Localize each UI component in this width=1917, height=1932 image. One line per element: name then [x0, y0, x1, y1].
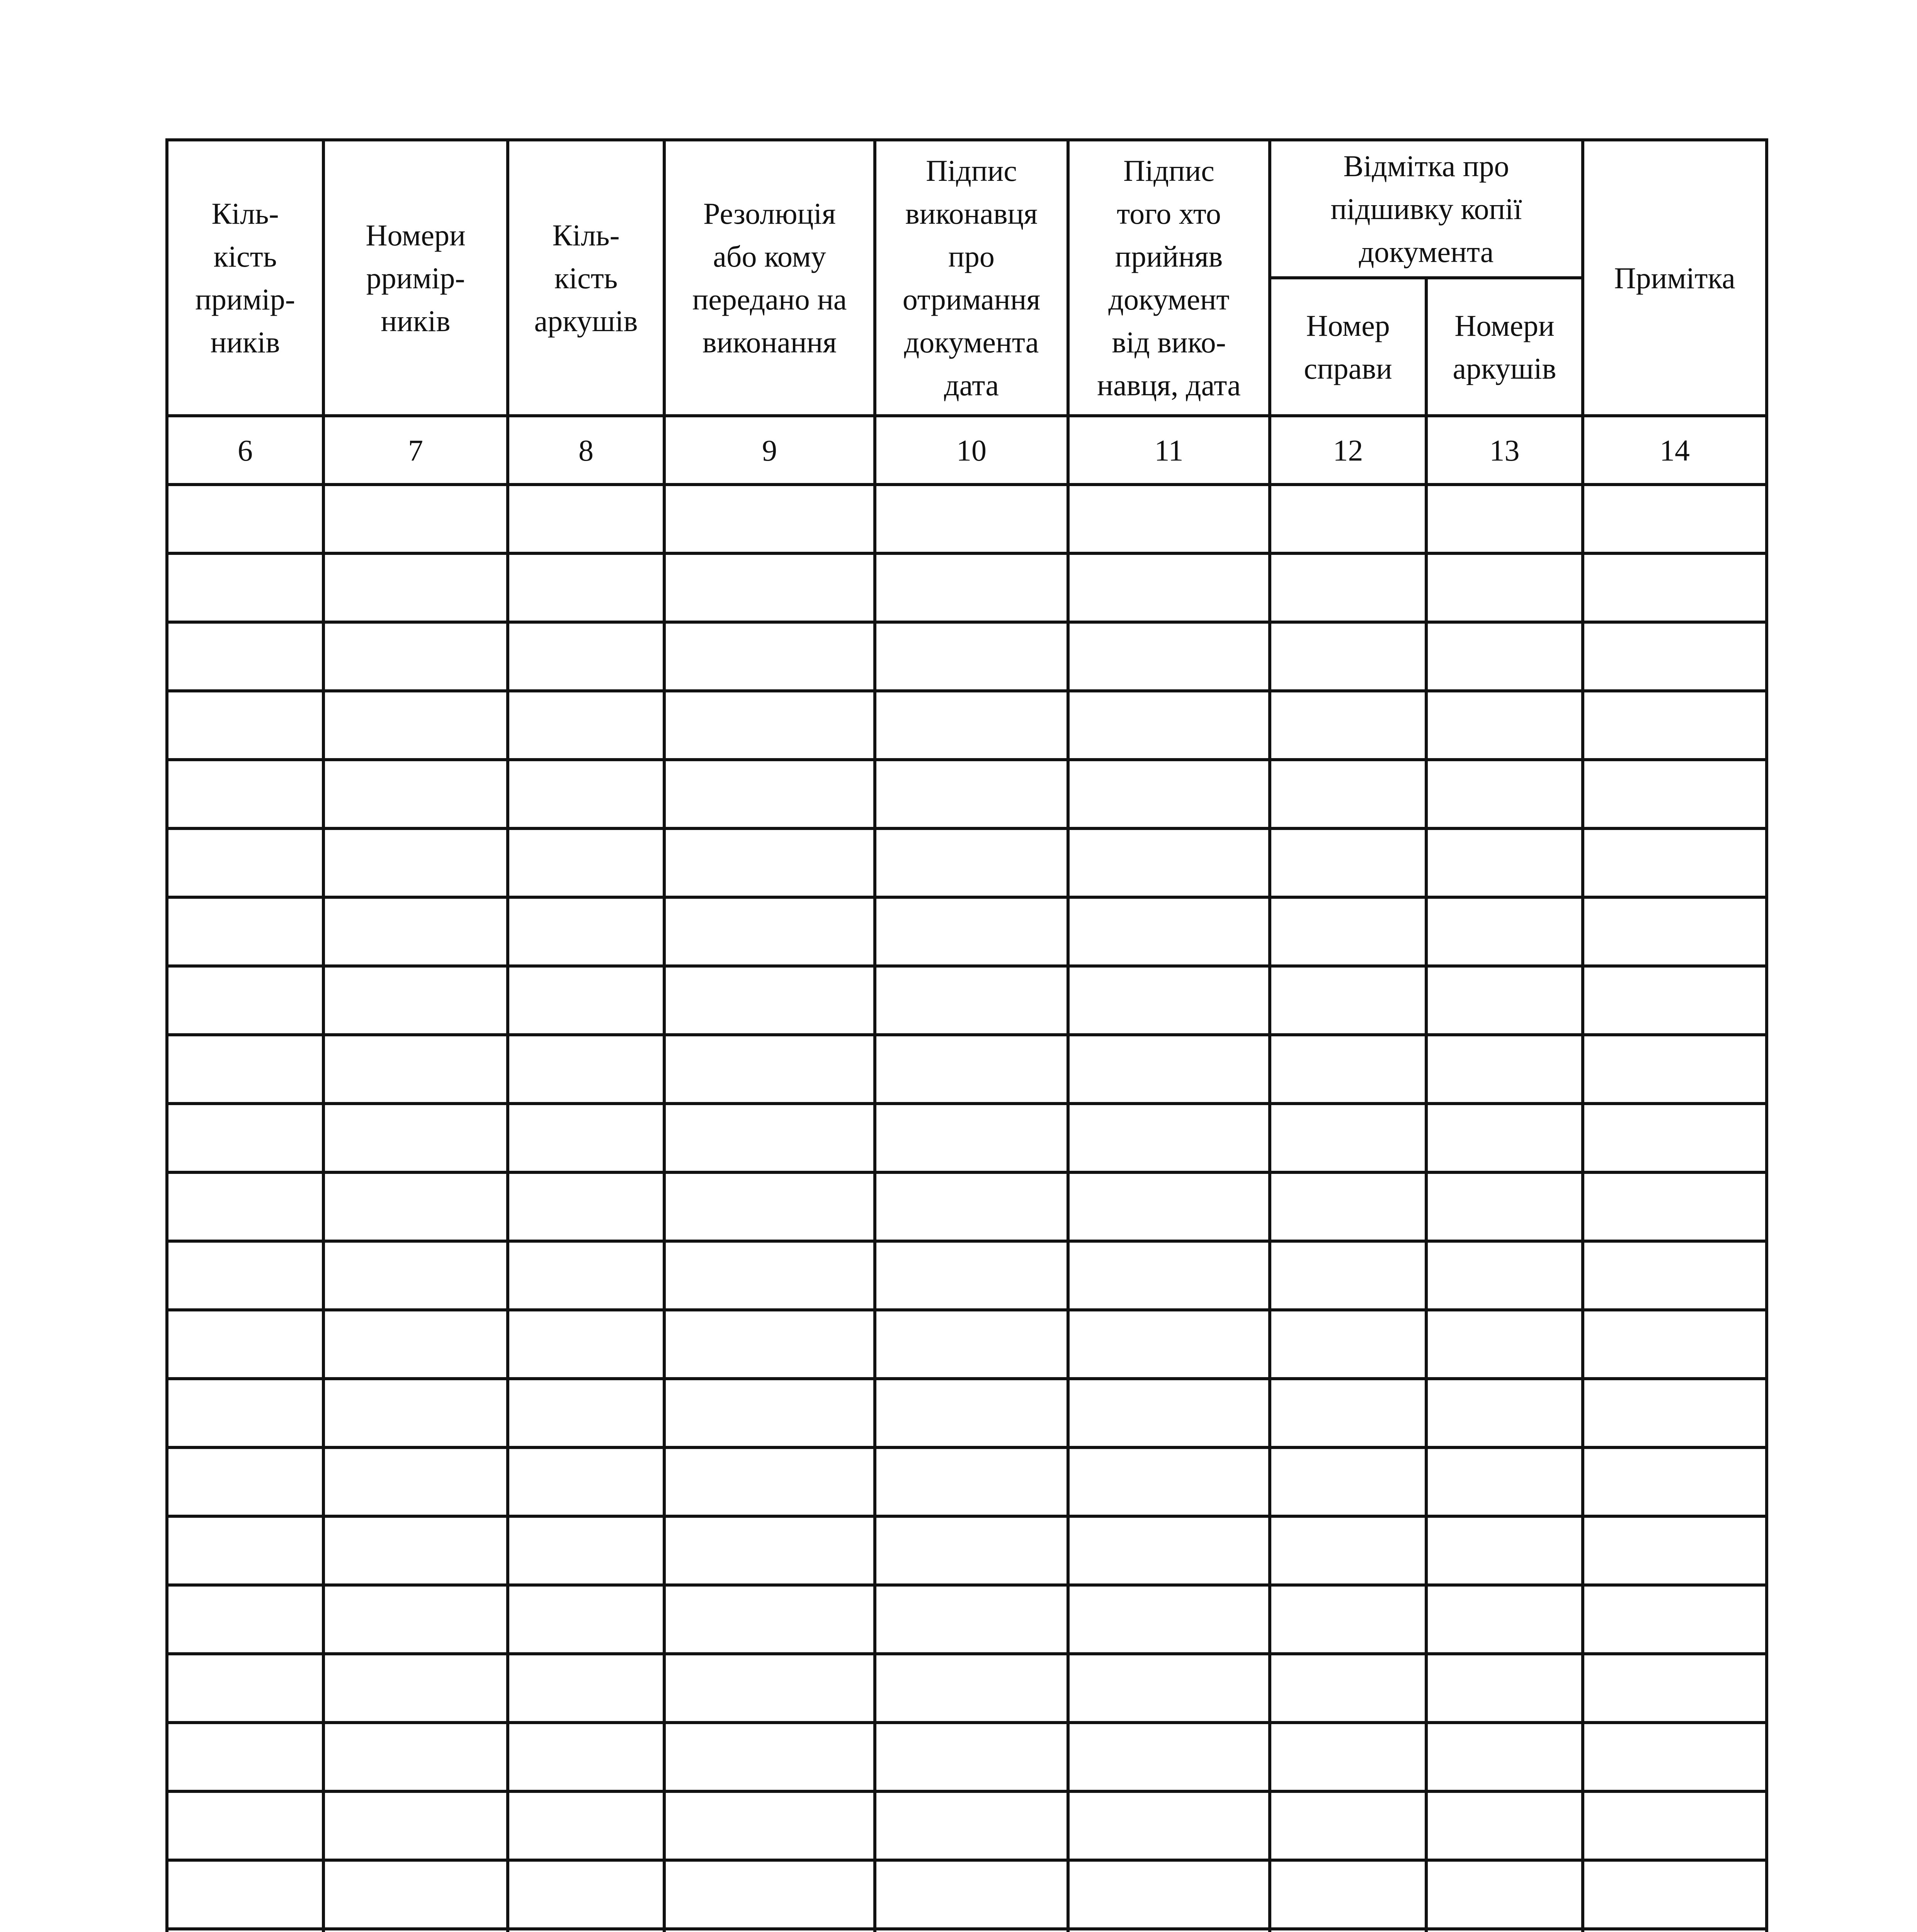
table-cell[interactable]	[664, 966, 875, 1035]
table-cell[interactable]	[664, 1929, 875, 1932]
table-cell[interactable]	[323, 1585, 508, 1654]
table-cell[interactable]	[1068, 1929, 1270, 1932]
table-cell[interactable]	[1068, 622, 1270, 691]
table-cell[interactable]	[1068, 1447, 1270, 1516]
table-cell[interactable]	[1583, 1929, 1767, 1932]
table-cell[interactable]	[167, 966, 323, 1035]
table-cell[interactable]	[1270, 1516, 1426, 1585]
table-cell[interactable]	[167, 691, 323, 760]
table-cell[interactable]	[167, 1585, 323, 1654]
table-cell[interactable]	[1426, 1241, 1583, 1310]
table-cell[interactable]	[1583, 1585, 1767, 1654]
table-cell[interactable]	[664, 622, 875, 691]
table-cell[interactable]	[1270, 1172, 1426, 1241]
table-cell[interactable]	[664, 1723, 875, 1791]
table-cell[interactable]	[1068, 1310, 1270, 1379]
table-cell[interactable]	[1583, 1241, 1767, 1310]
table-cell[interactable]	[323, 1860, 508, 1929]
table-cell[interactable]	[323, 485, 508, 553]
table-cell[interactable]	[1426, 1035, 1583, 1104]
table-cell[interactable]	[875, 760, 1068, 828]
table-cell[interactable]	[1068, 966, 1270, 1035]
table-cell[interactable]	[1270, 553, 1426, 622]
table-cell[interactable]	[1068, 1860, 1270, 1929]
table-cell[interactable]	[508, 1241, 664, 1310]
table-cell[interactable]	[508, 1447, 664, 1516]
table-cell[interactable]	[664, 553, 875, 622]
table-cell[interactable]	[323, 1241, 508, 1310]
table-cell[interactable]	[875, 485, 1068, 553]
column-number: 9	[664, 416, 875, 485]
table-cell[interactable]	[167, 897, 323, 966]
table-cell[interactable]	[1426, 966, 1583, 1035]
table-cell[interactable]	[167, 1172, 323, 1241]
table-cell[interactable]	[508, 828, 664, 897]
table-cell[interactable]	[1270, 1104, 1426, 1172]
column-number: 10	[875, 416, 1068, 485]
table-row	[167, 1860, 1767, 1929]
table-row	[167, 1310, 1767, 1379]
table-cell[interactable]	[1583, 897, 1767, 966]
table-cell[interactable]	[1270, 1791, 1426, 1860]
table-cell[interactable]	[664, 1654, 875, 1723]
table-row	[167, 897, 1767, 966]
table-cell[interactable]	[1068, 1104, 1270, 1172]
table-row	[167, 1104, 1767, 1172]
header-row-top	[167, 140, 1767, 278]
table-cell[interactable]	[323, 1516, 508, 1585]
table-cell[interactable]	[1270, 1379, 1426, 1447]
table-cell[interactable]	[323, 1379, 508, 1447]
table-cell[interactable]	[167, 1104, 323, 1172]
table-cell[interactable]	[1426, 691, 1583, 760]
table-cell[interactable]	[664, 1104, 875, 1172]
table-cell[interactable]	[1270, 897, 1426, 966]
table-cell[interactable]	[664, 485, 875, 553]
column-number-row	[167, 416, 1767, 485]
header-copy-numbers: Номери pримір- ників	[323, 140, 508, 416]
table-cell[interactable]	[323, 1447, 508, 1516]
table-cell[interactable]	[1583, 760, 1767, 828]
table-cell[interactable]	[508, 966, 664, 1035]
table-cell[interactable]	[664, 1379, 875, 1447]
table-cell[interactable]	[508, 485, 664, 553]
table-row	[167, 1447, 1767, 1516]
table-cell[interactable]	[664, 1516, 875, 1585]
header-resolution: Резолюція або кому передано на виконання	[664, 140, 875, 416]
table-row	[167, 1379, 1767, 1447]
table-cell[interactable]	[1583, 1723, 1767, 1791]
table-row	[167, 1172, 1767, 1241]
table-cell[interactable]	[1583, 1654, 1767, 1723]
table-cell[interactable]	[1068, 1585, 1270, 1654]
table-cell[interactable]	[1068, 1172, 1270, 1241]
table-cell[interactable]	[875, 691, 1068, 760]
table-cell[interactable]	[1426, 1860, 1583, 1929]
table-cell[interactable]	[1426, 485, 1583, 553]
table-cell[interactable]	[323, 1791, 508, 1860]
table-cell[interactable]	[1583, 1172, 1767, 1241]
table-cell[interactable]	[323, 1654, 508, 1723]
table-cell[interactable]	[1426, 1310, 1583, 1379]
header-case-number: Номер справи	[1270, 278, 1426, 416]
table-cell[interactable]	[664, 1585, 875, 1654]
table-row	[167, 1929, 1767, 1932]
table-cell[interactable]	[1426, 1585, 1583, 1654]
table-cell[interactable]	[167, 1241, 323, 1310]
table-cell[interactable]	[1270, 760, 1426, 828]
table-cell[interactable]	[664, 1310, 875, 1379]
table-cell[interactable]	[664, 1860, 875, 1929]
table-cell[interactable]	[167, 1310, 323, 1379]
table-cell[interactable]	[1426, 1172, 1583, 1241]
table-cell[interactable]	[875, 966, 1068, 1035]
table-cell[interactable]	[1583, 1104, 1767, 1172]
table-cell[interactable]	[1583, 691, 1767, 760]
table-cell[interactable]	[875, 1860, 1068, 1929]
table-row	[167, 1241, 1767, 1310]
table-cell[interactable]	[1270, 622, 1426, 691]
table-cell[interactable]	[508, 1654, 664, 1723]
table-cell[interactable]	[1426, 622, 1583, 691]
table-cell[interactable]	[1426, 1791, 1583, 1860]
table-row	[167, 1585, 1767, 1654]
table-cell[interactable]	[1426, 1654, 1583, 1723]
table-row	[167, 760, 1767, 828]
table-cell[interactable]	[323, 966, 508, 1035]
table-cell[interactable]	[508, 897, 664, 966]
table-row	[167, 1791, 1767, 1860]
column-number: 6	[167, 416, 323, 485]
table-cell[interactable]	[1068, 828, 1270, 897]
table-cell[interactable]	[875, 1447, 1068, 1516]
table-cell[interactable]	[1270, 1035, 1426, 1104]
table-cell[interactable]	[1068, 1791, 1270, 1860]
table-cell[interactable]	[875, 1035, 1068, 1104]
table-cell[interactable]	[1583, 1791, 1767, 1860]
table-row	[167, 1516, 1767, 1585]
table-cell[interactable]	[508, 1035, 664, 1104]
table-cell[interactable]	[167, 622, 323, 691]
table-cell[interactable]	[167, 1035, 323, 1104]
table-cell[interactable]	[1270, 828, 1426, 897]
table-cell[interactable]	[1068, 485, 1270, 553]
header-executor-signature: Підпис виконавця про отримання документа дата	[875, 140, 1068, 416]
table-cell[interactable]	[508, 1172, 664, 1241]
table-cell[interactable]	[1426, 1723, 1583, 1791]
header-sheets-count: Кіль- кість аркушів	[508, 140, 664, 416]
table-cell[interactable]	[875, 1929, 1068, 1932]
column-number: 12	[1270, 416, 1426, 485]
table-cell[interactable]	[664, 760, 875, 828]
table-cell[interactable]	[875, 1585, 1068, 1654]
table-cell[interactable]	[1583, 828, 1767, 897]
table-cell[interactable]	[167, 1654, 323, 1723]
table-cell[interactable]	[664, 1791, 875, 1860]
document-register-table	[165, 138, 1768, 1932]
table-cell[interactable]	[167, 1860, 323, 1929]
table-cell[interactable]	[508, 1929, 664, 1932]
table-cell[interactable]	[1068, 553, 1270, 622]
table-cell[interactable]	[664, 828, 875, 897]
table-cell[interactable]	[1583, 553, 1767, 622]
table-cell[interactable]	[875, 1104, 1068, 1172]
table-cell[interactable]	[167, 1447, 323, 1516]
header-filing-mark-group: Відмітка про підшивку копії документа	[1270, 140, 1583, 278]
table-cell[interactable]	[875, 1379, 1068, 1447]
table-cell[interactable]	[323, 1723, 508, 1791]
table-cell[interactable]	[1583, 1860, 1767, 1929]
table-row	[167, 553, 1767, 622]
table-cell[interactable]	[1426, 1516, 1583, 1585]
table-row	[167, 828, 1767, 897]
table-cell[interactable]	[323, 1310, 508, 1379]
table-cell[interactable]	[664, 1035, 875, 1104]
header-note: Примітка	[1583, 140, 1767, 416]
table-row	[167, 1723, 1767, 1791]
table-cell[interactable]	[508, 1585, 664, 1654]
column-number: 8	[508, 416, 664, 485]
table-cell[interactable]	[1270, 1585, 1426, 1654]
table-cell[interactable]	[508, 1516, 664, 1585]
table-cell[interactable]	[508, 760, 664, 828]
table-cell[interactable]	[664, 1172, 875, 1241]
table-cell[interactable]	[1583, 1310, 1767, 1379]
table-cell[interactable]	[1270, 1447, 1426, 1516]
table-cell[interactable]	[1426, 1379, 1583, 1447]
header-sheet-numbers: Номери аркушів	[1426, 278, 1583, 416]
table-cell[interactable]	[1270, 966, 1426, 1035]
table-row	[167, 1654, 1767, 1723]
table-cell[interactable]	[1426, 760, 1583, 828]
table-row	[167, 485, 1767, 553]
table-cell[interactable]	[875, 1310, 1068, 1379]
table-cell[interactable]	[664, 897, 875, 966]
table-cell[interactable]	[1426, 1929, 1583, 1932]
table-cell[interactable]	[508, 1104, 664, 1172]
table-cell[interactable]	[508, 1310, 664, 1379]
column-number: 11	[1068, 416, 1270, 485]
table-cell[interactable]	[1068, 1241, 1270, 1310]
table-cell[interactable]	[1068, 1516, 1270, 1585]
table-row	[167, 622, 1767, 691]
table-cell[interactable]	[323, 1172, 508, 1241]
table-cell[interactable]	[875, 1172, 1068, 1241]
table-cell[interactable]	[875, 1654, 1068, 1723]
table-cell[interactable]	[1583, 1447, 1767, 1516]
table-cell[interactable]	[1068, 760, 1270, 828]
table-cell[interactable]	[167, 828, 323, 897]
table-cell[interactable]	[1068, 1723, 1270, 1791]
table-cell[interactable]	[1583, 1379, 1767, 1447]
table-cell[interactable]	[1270, 1241, 1426, 1310]
table-cell[interactable]	[323, 1035, 508, 1104]
table-cell[interactable]	[875, 897, 1068, 966]
table-cell[interactable]	[1426, 828, 1583, 897]
table-cell[interactable]	[1270, 485, 1426, 553]
table-cell[interactable]	[664, 1447, 875, 1516]
table-cell[interactable]	[167, 1723, 323, 1791]
table-cell[interactable]	[323, 691, 508, 760]
table-cell[interactable]	[508, 1723, 664, 1791]
header-copies-count: Кіль- кість примір- ників	[167, 140, 323, 416]
table-cell[interactable]	[1068, 691, 1270, 760]
table-cell[interactable]	[508, 1379, 664, 1447]
table-cell[interactable]	[323, 553, 508, 622]
table-cell[interactable]	[323, 760, 508, 828]
table-cell[interactable]	[1270, 691, 1426, 760]
table-cell[interactable]	[508, 691, 664, 760]
table-cell[interactable]	[508, 622, 664, 691]
column-number: 14	[1583, 416, 1767, 485]
table-cell[interactable]	[1583, 966, 1767, 1035]
table-cell[interactable]	[1068, 897, 1270, 966]
table-cell[interactable]	[1426, 1104, 1583, 1172]
table-cell[interactable]	[508, 1791, 664, 1860]
table-cell[interactable]	[1583, 1035, 1767, 1104]
table-cell[interactable]	[167, 485, 323, 553]
column-number: 13	[1426, 416, 1583, 485]
table-cell[interactable]	[1583, 622, 1767, 691]
table-cell[interactable]	[167, 1929, 323, 1932]
table-cell[interactable]	[875, 622, 1068, 691]
column-number: 7	[323, 416, 508, 485]
header-receiver-signature: Підпис того хто прийняв документ від вико- навця, дата	[1068, 140, 1270, 416]
table-cell[interactable]	[1270, 1929, 1426, 1932]
table-cell[interactable]	[323, 622, 508, 691]
table-cell[interactable]	[1426, 553, 1583, 622]
table-row	[167, 1035, 1767, 1104]
table-cell[interactable]	[1583, 1516, 1767, 1585]
table-cell[interactable]	[1068, 1654, 1270, 1723]
table-cell[interactable]	[323, 828, 508, 897]
table-cell[interactable]	[1270, 1310, 1426, 1379]
table-cell[interactable]	[875, 1791, 1068, 1860]
table-cell[interactable]	[1068, 1035, 1270, 1104]
table-cell[interactable]	[323, 897, 508, 966]
table-cell[interactable]	[1068, 1379, 1270, 1447]
table-cell[interactable]	[1426, 897, 1583, 966]
table-cell[interactable]	[167, 760, 323, 828]
table-cell[interactable]	[167, 553, 323, 622]
table-cell[interactable]	[1270, 1654, 1426, 1723]
table-cell[interactable]	[875, 1723, 1068, 1791]
table-cell[interactable]	[875, 1241, 1068, 1310]
table-cell[interactable]	[323, 1929, 508, 1932]
table-cell[interactable]	[323, 1104, 508, 1172]
table-cell[interactable]	[508, 553, 664, 622]
table-cell[interactable]	[167, 1379, 323, 1447]
table-cell[interactable]	[167, 1516, 323, 1585]
table-cell[interactable]	[1583, 485, 1767, 553]
table-cell[interactable]	[1270, 1860, 1426, 1929]
table-cell[interactable]	[1426, 1447, 1583, 1516]
table-cell[interactable]	[875, 1516, 1068, 1585]
table-cell[interactable]	[167, 1791, 323, 1860]
table-body	[167, 485, 1767, 1932]
table-cell[interactable]	[875, 553, 1068, 622]
table-cell[interactable]	[664, 691, 875, 760]
table-cell[interactable]	[508, 1860, 664, 1929]
table-cell[interactable]	[875, 828, 1068, 897]
table-row	[167, 691, 1767, 760]
table-row	[167, 966, 1767, 1035]
table-cell[interactable]	[1270, 1723, 1426, 1791]
table-cell[interactable]	[664, 1241, 875, 1310]
